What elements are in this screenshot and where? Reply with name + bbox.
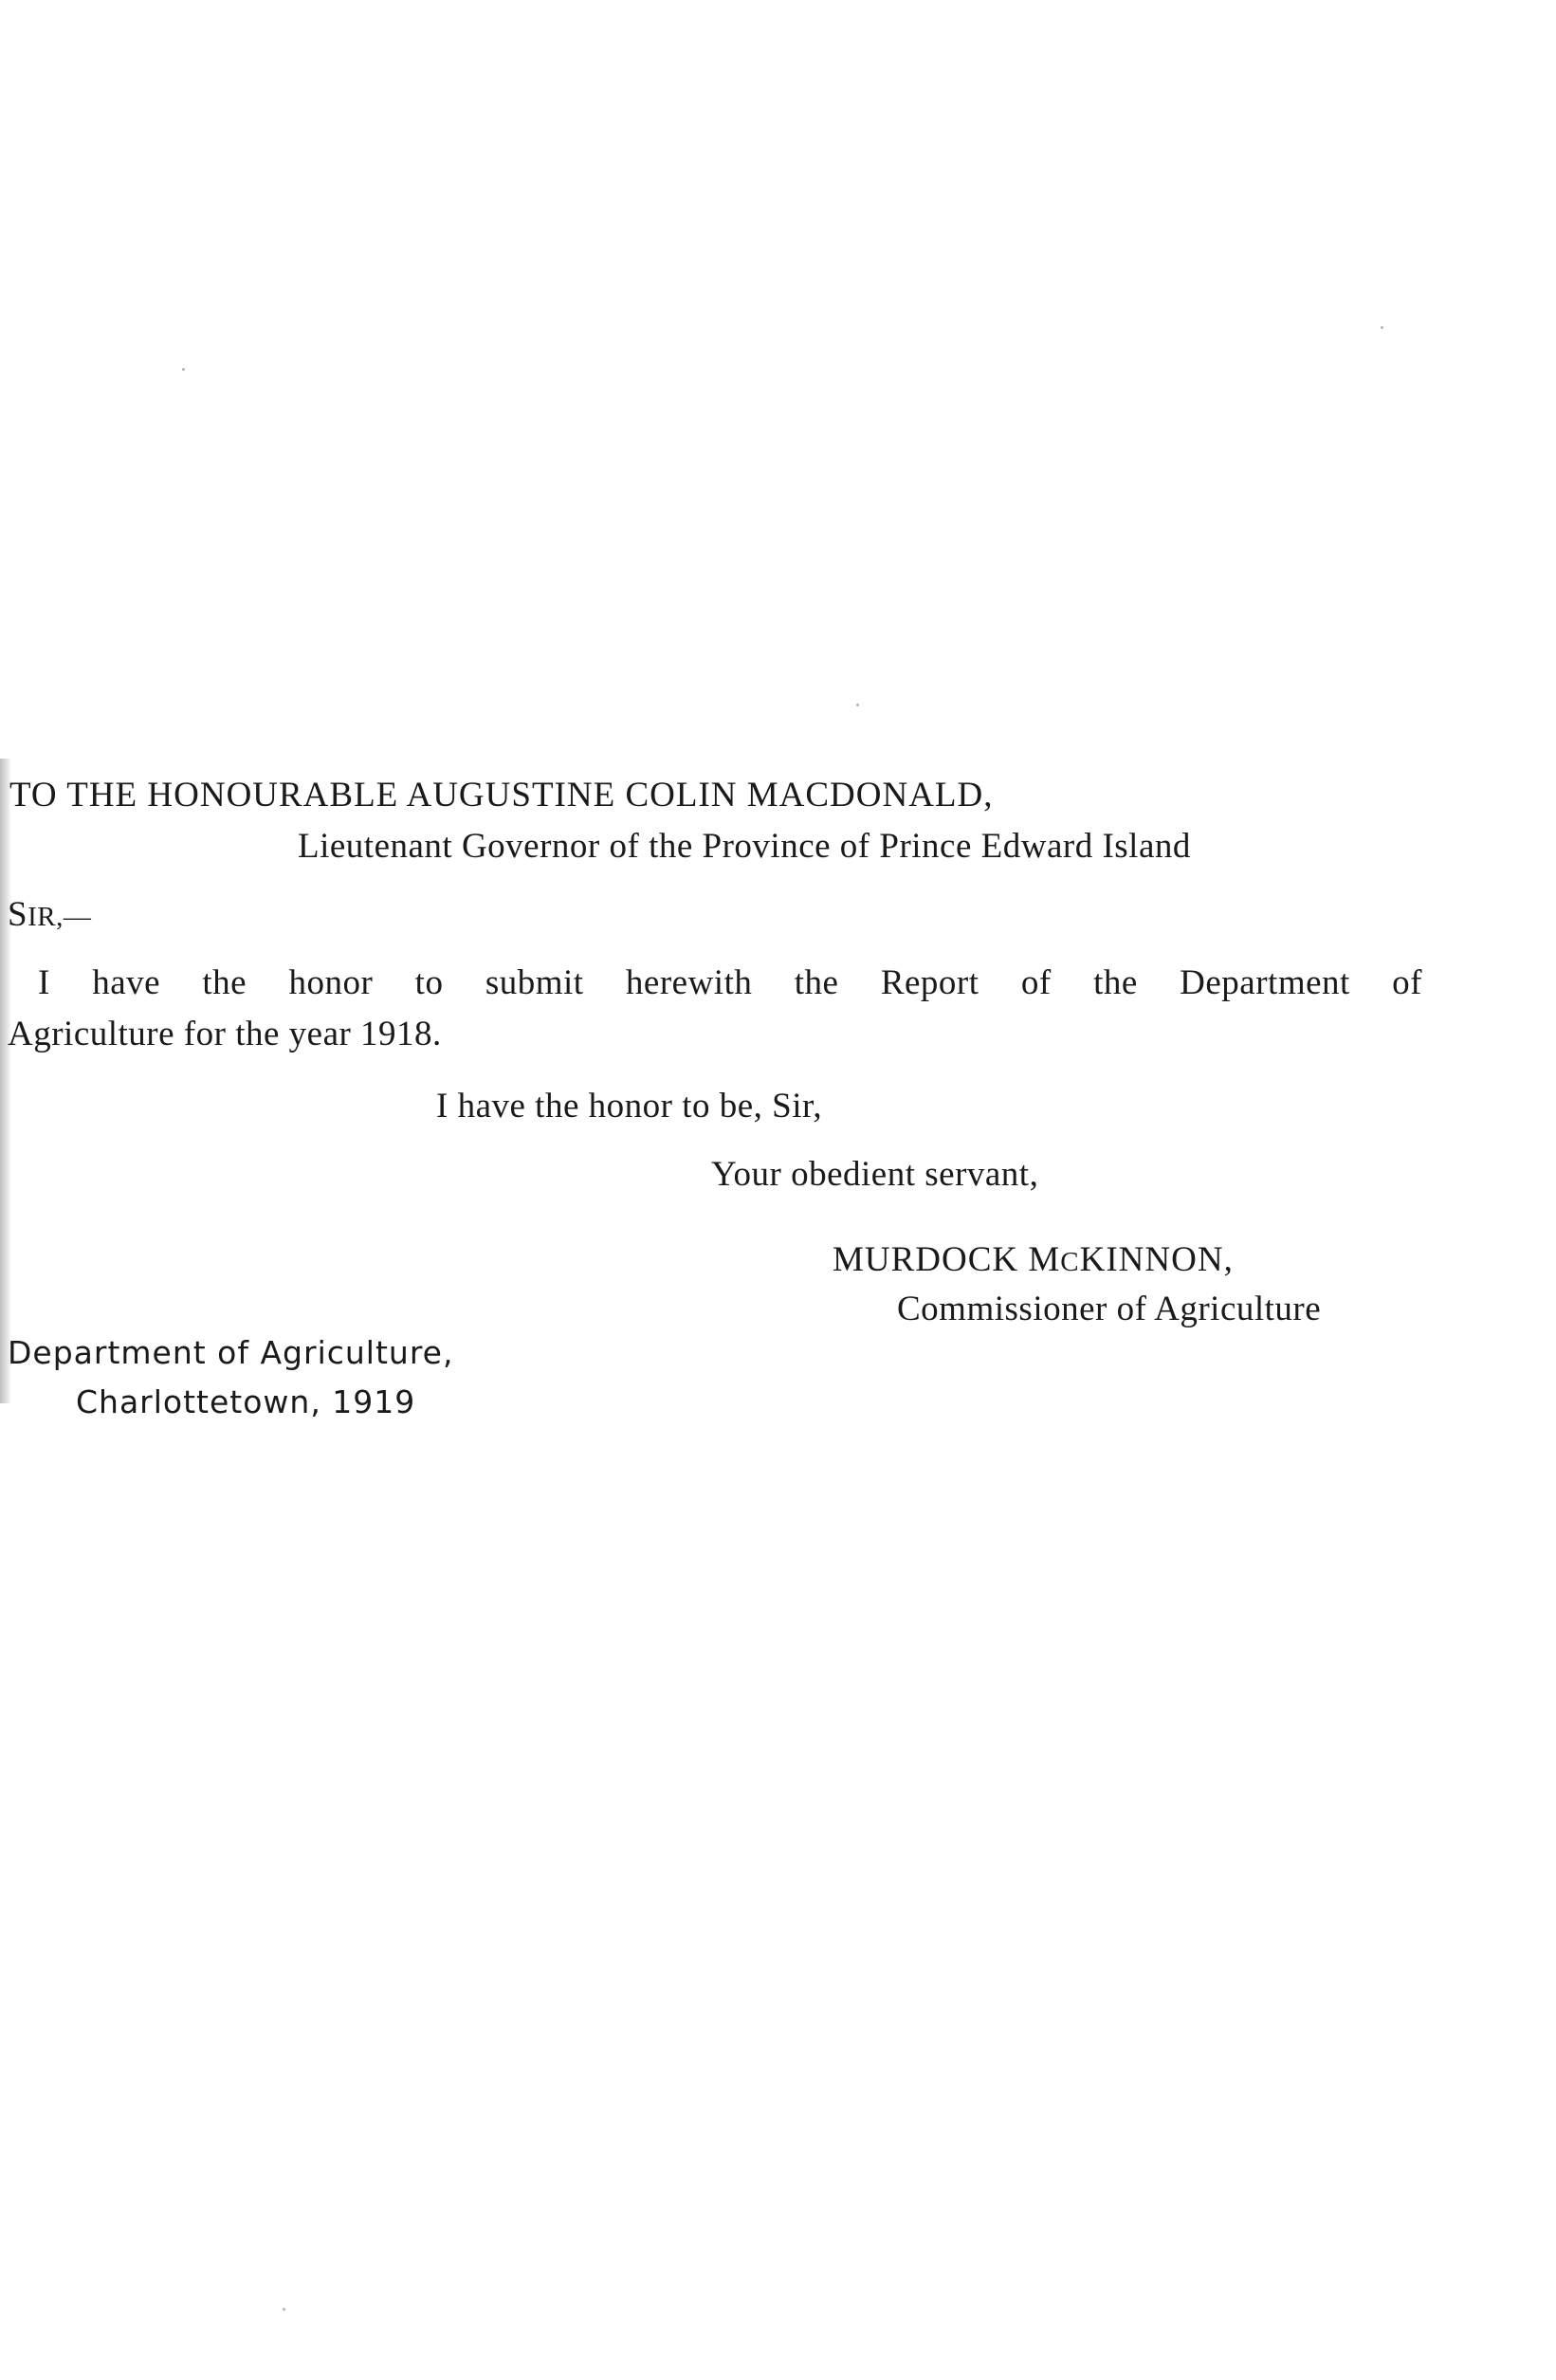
addressee-title-line: Lieutenant Governor of the Province of Prince Edward Island bbox=[298, 827, 1191, 866]
scan-speck bbox=[182, 368, 185, 371]
signature-name-small-c: C bbox=[1060, 1247, 1080, 1277]
body-paragraph-line-2: Agriculture for the year 1918. bbox=[8, 1015, 442, 1053]
signature-name-part-1: MURDOCK M bbox=[833, 1240, 1061, 1279]
closing-line-2: Your obedient servant, bbox=[711, 1155, 1039, 1194]
scan-speck bbox=[1381, 326, 1383, 329]
scan-binding-shadow bbox=[0, 759, 11, 1403]
salutation bbox=[8, 897, 91, 932]
signature-name bbox=[833, 1242, 1234, 1277]
scan-speck bbox=[283, 2308, 285, 2311]
signature-name-part-2: KINNON, bbox=[1079, 1240, 1234, 1279]
signature-title: Commissioner of Agriculture bbox=[897, 1290, 1322, 1328]
place-line-2: Charlottetown, 1919 bbox=[76, 1383, 416, 1420]
salutation-initial: S bbox=[8, 895, 28, 934]
closing-line-1: I have the honor to be, Sir, bbox=[436, 1087, 823, 1126]
scan-speck bbox=[856, 704, 859, 706]
body-paragraph-line-1: I have the honor to submit herewith the Report of the Department of bbox=[38, 963, 1422, 1002]
place-line-1: Department of Agriculture, bbox=[8, 1334, 454, 1371]
salutation-rest: IR,— bbox=[27, 902, 92, 932]
addressee-line: TO THE HONOURABLE AUGUSTINE COLIN MACDONALD, bbox=[9, 776, 994, 815]
